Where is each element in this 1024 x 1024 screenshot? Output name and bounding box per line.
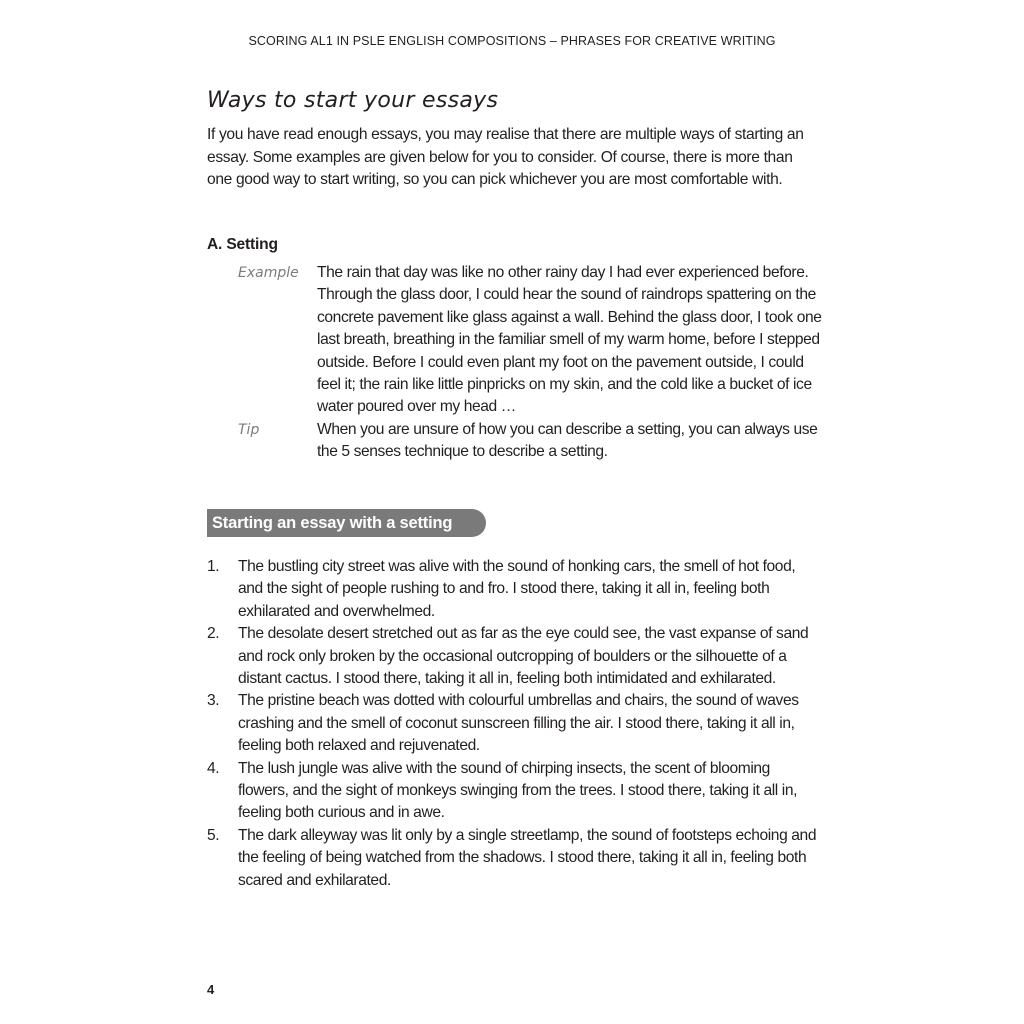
intro-paragraph: If you have read enough essays, you may realise that there are multiple ways of starting an essay. Some examples are given below for you to consider. Of course, there is more than one good way to start writing, so you can pick whichever you are most comfortable with. — [207, 126, 804, 188]
tip-text: When you are unsure of how you can describe a setting, you can always use the 5 senses technique to describe a setting. — [317, 420, 818, 461]
list-item-text: The desolate desert stretched out as far as the eye could see, the vast expanse of sand and rock only broken by the occasional outcropping of boulders or the silhouette of a distant cactus. I stood there, taking it all in, feeling both intimidated and exhilarated. — [238, 625, 809, 688]
section-banner: Starting an essay with a setting — [207, 509, 486, 537]
page-title: Ways to start your essays — [207, 88, 499, 113]
list-item-text: The bustling city street was alive with the sound of honking cars, the smell of hot food, and the sight of people rushing to and fro. I stood there, taking it all in, feeling both exhilarated and overwhelmed. — [238, 558, 796, 620]
list-item-number: 2. — [207, 625, 220, 643]
example-text: The rain that day was like no other rainy day I had ever experienced before. Through the glass door, I could hear the sound of raindrops spattering on the concrete pavement like glass against a wall. Behind the glass door, I took one last breath, breathing in the familiar smell of my warm home, before I stepped outside. Before I could even plant my foot on the pavement outside, I could feel it; the rain like little pinpricks on my skin, and the cold like a bucket of ice water poured over my head … — [317, 264, 822, 416]
example-openings-list — [207, 556, 822, 892]
example-block — [207, 262, 827, 464]
section-heading-setting: A. Setting — [207, 236, 278, 253]
list-item-number: 4. — [207, 759, 220, 777]
list-item-text: The lush jungle was alive with the sound of chirping insects, the scent of blooming flowers, and the sight of monkeys swinging from the trees. I stood there, taking it all in, feeling both curious and in awe. — [238, 759, 798, 822]
page-number: 4 — [207, 982, 215, 997]
running-header: SCORING AL1 IN PSLE ENGLISH COMPOSITIONS – PHRASES FOR CREATIVE WRITING — [248, 34, 776, 48]
example-label: Example — [238, 265, 299, 281]
list-item — [207, 623, 822, 690]
tip-label: Tip — [238, 421, 260, 438]
list-item-text: The pristine beach was dotted with colourful umbrellas and chairs, the sound of waves crashing and the smell of coconut sunscreen filling the air. I stood there, taking it all in, feeling both relaxed and rejuvenated. — [238, 692, 799, 755]
list-item — [207, 825, 822, 892]
list-item — [207, 556, 822, 623]
list-item-number: 5. — [207, 826, 220, 844]
example-row — [207, 262, 827, 419]
list-item-number: 1. — [207, 558, 220, 575]
list-item — [207, 690, 822, 757]
list-item-text: The dark alleyway was lit only by a single streetlamp, the sound of footsteps echoing and the feeling of being watched from the shadows. I stood there, taking it all in, feeling both scared and exhilarated. — [238, 826, 817, 889]
tip-row — [207, 419, 827, 464]
list-item — [207, 758, 822, 825]
list-item-number: 3. — [207, 692, 220, 710]
